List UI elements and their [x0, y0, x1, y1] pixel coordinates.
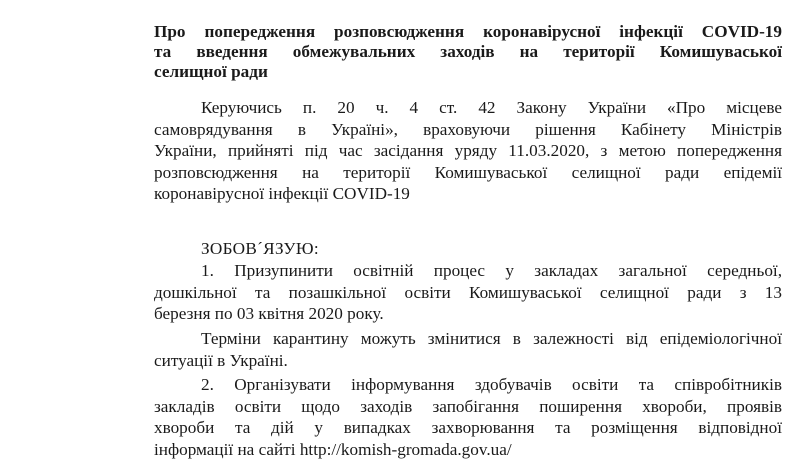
- item-1-line-3: березня по 03 квітня 2020 року.: [154, 303, 782, 325]
- preamble-line-5: коронавірусної інфекції COVID-19: [154, 183, 782, 205]
- title-line-2: та введення обмежувальних заходів на території Комишуваської: [154, 42, 782, 62]
- item-2-line-2: закладів освіти щодо заходів запобігання поширення хвороби, проявів: [154, 396, 782, 418]
- quarantine-paragraph: [154, 328, 782, 371]
- preamble-line-4: розповсюдження на території Комишуваської селищної ради епідемії: [154, 162, 782, 184]
- item-2-paragraph: [154, 374, 782, 460]
- order-heading: ЗОБОВ´ЯЗУЮ:: [201, 238, 319, 260]
- title-line-3: селищної ради: [154, 62, 782, 82]
- preamble-line-3: України, прийняті під час засідання уряду 11.03.2020, з метою попередження: [154, 140, 782, 162]
- item-1-paragraph: [154, 260, 782, 325]
- quarantine-line-1: Терміни карантину можуть змінитися в залежності від епідеміологічної: [154, 328, 782, 350]
- preamble-line-2: самоврядування в Україні», враховуючи рішення Кабінету Міністрів: [154, 119, 782, 141]
- title-line-1: Про попередження розповсюдження коронавірусної інфекції COVID-19: [154, 22, 782, 42]
- preamble-paragraph: [154, 97, 782, 205]
- item-2-line-3: хвороби та дій у випадках захворювання та розміщення відповідної: [154, 417, 782, 439]
- item-2-line-4: інформації на сайті http://komish-gromada.gov.ua/: [154, 439, 782, 460]
- preamble-line-1: Керуючись п. 20 ч. 4 ст. 42 Закону України «Про місцеве: [154, 97, 782, 119]
- document-title: [154, 22, 782, 82]
- item-1-line-2: дошкільної та позашкільної освіти Комишуваської селищної ради з 13: [154, 282, 782, 304]
- quarantine-line-2: ситуації в Україні.: [154, 350, 782, 372]
- item-1-line-1: 1. Призупинити освітній процес у закладах загальної середньої,: [154, 260, 782, 282]
- item-2-line-1: 2. Організувати інформування здобувачів освіти та співробітників: [154, 374, 782, 396]
